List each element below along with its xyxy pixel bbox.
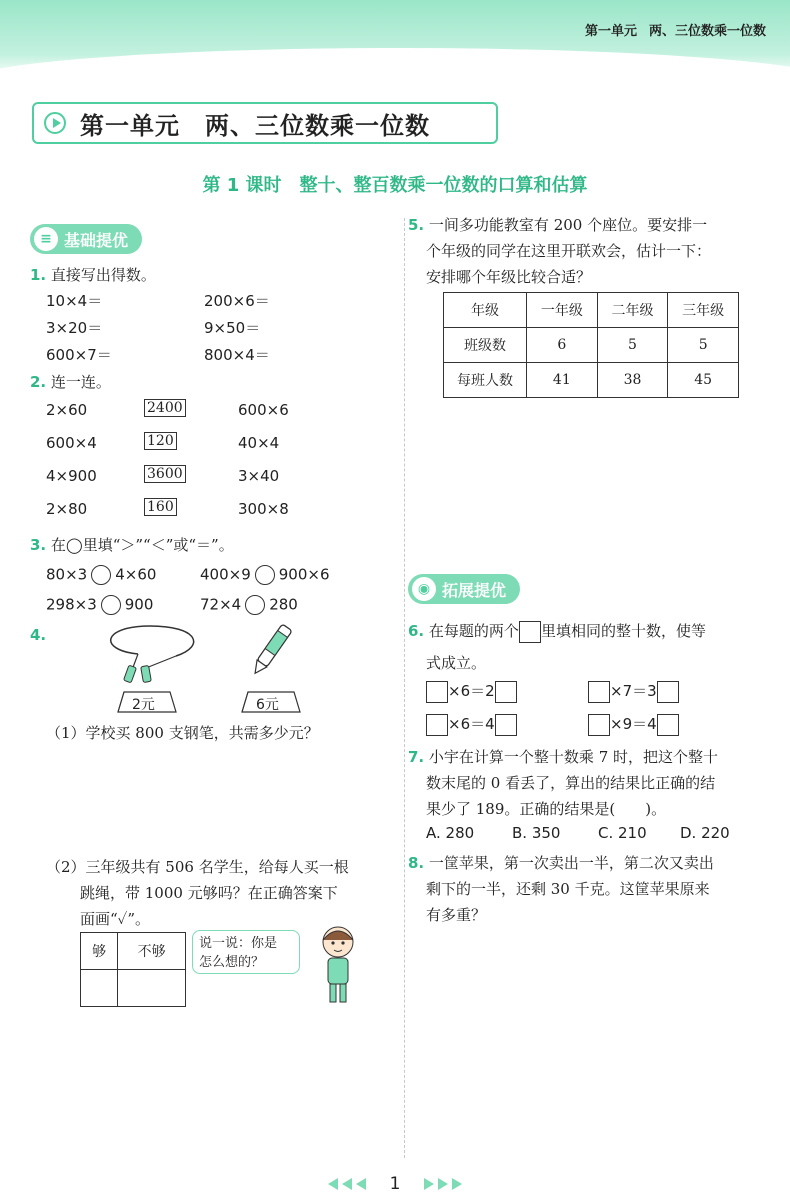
q2-answer-box: 120	[144, 432, 177, 450]
q8-line1	[408, 852, 714, 873]
q2-prompt	[30, 371, 111, 392]
q5-number: 5.	[408, 216, 425, 234]
q7-option[interactable]: B. 350	[512, 824, 561, 842]
q3-prompt	[30, 534, 234, 555]
blank-box-icon	[519, 621, 541, 643]
q3-number: 3.	[30, 536, 47, 554]
q6-equation	[426, 680, 517, 703]
play-icon	[44, 112, 66, 134]
q6-equation	[588, 713, 679, 736]
q1-item: 10×4＝	[46, 292, 103, 310]
header-unit: 第一单元	[584, 24, 637, 39]
q1-number: 1.	[30, 266, 47, 284]
blank-box[interactable]	[657, 681, 679, 703]
lesson-title: 第 1 课时 整十、整百数乘一位数的口算和估算	[202, 175, 588, 196]
q6-line1	[408, 620, 706, 643]
next-arrow-icon	[452, 1178, 462, 1190]
q5-text: 一间多功能教室有 200 个座位。要安排一	[428, 216, 708, 234]
q3-left-expr: 80×3	[46, 565, 88, 584]
q6-text-a: 在每题的两个	[428, 622, 519, 640]
q3-right-expr: 4×60	[115, 565, 157, 584]
table-cell: 班级数	[444, 328, 527, 363]
q4-sub2-line2: 跳绳，带 1000 元够吗？在正确答案下	[80, 884, 338, 902]
table-cell: 6	[527, 328, 598, 363]
q3-left-expr: 72×4	[200, 595, 242, 614]
q6-number: 6.	[408, 622, 425, 640]
column-divider	[404, 218, 405, 1158]
q1-prompt	[30, 264, 156, 285]
table-cell: 41	[527, 363, 598, 398]
q5-table	[443, 292, 739, 398]
blank-box[interactable]	[495, 681, 517, 703]
q2-left: 4×900	[46, 467, 97, 485]
q2-right: 300×8	[238, 500, 289, 518]
q2-answer-box: 3600	[144, 465, 186, 483]
speech-bubble	[192, 930, 300, 974]
blank-box[interactable]	[588, 681, 610, 703]
rope-price: 2元	[132, 697, 155, 713]
bubble-line1: 说一说：你是	[199, 936, 278, 951]
option-no: 不够	[118, 933, 186, 970]
table-row	[444, 363, 739, 398]
girl-character-icon	[312, 922, 364, 1006]
compare-circle[interactable]	[101, 595, 121, 615]
pen-price: 6元	[256, 697, 279, 713]
q3-item	[200, 595, 298, 615]
q3-right-expr: 900	[124, 595, 154, 614]
q8-text: 一筐苹果，第一次卖出一半，第二次又卖出	[428, 854, 714, 872]
q2-text: 连一连。	[50, 373, 111, 391]
q2-answer-box: 2400	[144, 399, 186, 417]
q4-number: 4.	[30, 626, 47, 644]
q1-item: 200×6＝	[204, 292, 270, 310]
prev-arrow-icon	[342, 1178, 352, 1190]
compare-circle[interactable]	[255, 565, 275, 585]
q7-line2: 数末尾的 0 看丢了，算出的结果比正确的结	[426, 774, 716, 792]
q3-right-expr: 900×6	[278, 565, 330, 584]
blank-box[interactable]	[426, 681, 448, 703]
compare-circle[interactable]	[245, 595, 265, 615]
q2-right: 3×40	[238, 467, 280, 485]
q3-item	[46, 595, 153, 615]
section-badge-basic	[30, 224, 142, 254]
q6-equation	[588, 680, 679, 703]
page-footer	[0, 1174, 790, 1194]
table-cell: 38	[597, 363, 668, 398]
q7-number: 7.	[408, 748, 425, 766]
q2-left: 600×4	[46, 434, 97, 452]
q8-number: 8.	[408, 854, 425, 872]
prev-arrow-icon	[328, 1178, 338, 1190]
q7-option[interactable]: A. 280	[426, 824, 475, 842]
q1-text: 直接写出得数。	[50, 266, 156, 284]
section-icon: ≡	[34, 227, 58, 251]
table-cell: 5	[597, 328, 668, 363]
check-cell-no[interactable]	[118, 970, 186, 1007]
q6-line2: 式成立。	[426, 654, 487, 672]
q2-right: 40×4	[238, 434, 280, 452]
bubble-line2: 怎么想的？	[199, 955, 265, 970]
section-badge-extend	[408, 574, 520, 604]
section-extend-label: 拓展提优	[442, 580, 507, 600]
blank-box[interactable]	[495, 714, 517, 736]
q6-eq-text: ×6＝2	[448, 682, 495, 700]
table-cell: 每班人数	[444, 363, 527, 398]
compare-circle[interactable]	[91, 565, 111, 585]
q4-sub2-line3: 面画“✓”。	[80, 910, 151, 928]
q3-text: 在◯里填“＞”“＜”或“＝”。	[50, 536, 234, 554]
q7-line3: 果少了 189。正确的结果是( )。	[426, 800, 667, 818]
q8-line3: 有多重？	[426, 906, 487, 924]
q2-answer-box: 160	[144, 498, 177, 516]
q6-text-b: 里填相同的整十数，使等	[540, 622, 706, 640]
running-header	[573, 20, 766, 39]
prev-arrow-icon	[356, 1178, 366, 1190]
q1-item: 800×4＝	[204, 346, 270, 364]
q1-item: 9×50＝	[204, 319, 261, 337]
q4-answer-table	[80, 932, 186, 1007]
q3-left-expr: 400×9	[200, 565, 251, 584]
section-basic-label: 基础提优	[64, 230, 129, 250]
q5-line1	[408, 214, 707, 235]
table-row	[444, 328, 739, 363]
next-arrow-icon	[438, 1178, 448, 1190]
page-number: 1	[389, 1174, 401, 1194]
header-topic: 两、三位数乘一位数	[648, 24, 766, 39]
q5-line3: 安排哪个年级比较合适？	[426, 268, 592, 286]
q3-right-expr: 280	[269, 595, 298, 614]
q7-text: 小宇在计算一个整十数乘 7 时，把这个整十	[428, 748, 719, 766]
q3-item	[200, 565, 330, 585]
section-icon: ◉	[412, 577, 436, 601]
q5-line2: 个年级的同学在这里开联欢会，估计一下：	[426, 242, 712, 260]
q2-left: 2×60	[46, 401, 88, 419]
q1-item: 3×20＝	[46, 319, 103, 337]
table-header: 年级	[444, 293, 527, 328]
unit-title: 第一单元 两、三位数乘一位数	[80, 111, 430, 140]
q8-line2: 剩下的一半，还剩 30 千克。这筐苹果原来	[426, 880, 710, 898]
q6-eq-text: ×6＝4	[448, 715, 495, 733]
check-cell-yes[interactable]	[81, 970, 118, 1007]
q1-item: 600×7＝	[46, 346, 112, 364]
table-header: 三年级	[668, 293, 739, 328]
table-header: 二年级	[597, 293, 668, 328]
q2-number: 2.	[30, 373, 47, 391]
q3-left-expr: 298×3	[46, 595, 97, 614]
blank-box[interactable]	[588, 714, 610, 736]
q7-option[interactable]: D. 220	[680, 824, 730, 842]
unit-title-box	[32, 102, 498, 144]
next-arrow-icon	[424, 1178, 434, 1190]
q2-left: 2×80	[46, 500, 88, 518]
q4-sub2-line1: （2）三年级共有 506 名学生，给每人买一根	[46, 858, 349, 876]
q4-sub1: （1）学校买 800 支钢笔，共需多少元？	[46, 724, 319, 742]
table-cell: 45	[668, 363, 739, 398]
table-cell: 5	[668, 328, 739, 363]
q6-equation	[426, 713, 517, 736]
q2-right: 600×6	[238, 401, 289, 419]
q3-item	[46, 565, 156, 585]
q7-option[interactable]: C. 210	[598, 824, 647, 842]
q6-eq-text: ×7＝3	[610, 682, 657, 700]
option-yes: 够	[81, 933, 118, 970]
blank-box[interactable]	[426, 714, 448, 736]
table-header: 一年级	[527, 293, 598, 328]
q6-eq-text: ×9＝4	[610, 715, 657, 733]
blank-box[interactable]	[657, 714, 679, 736]
q7-line1	[408, 746, 718, 767]
